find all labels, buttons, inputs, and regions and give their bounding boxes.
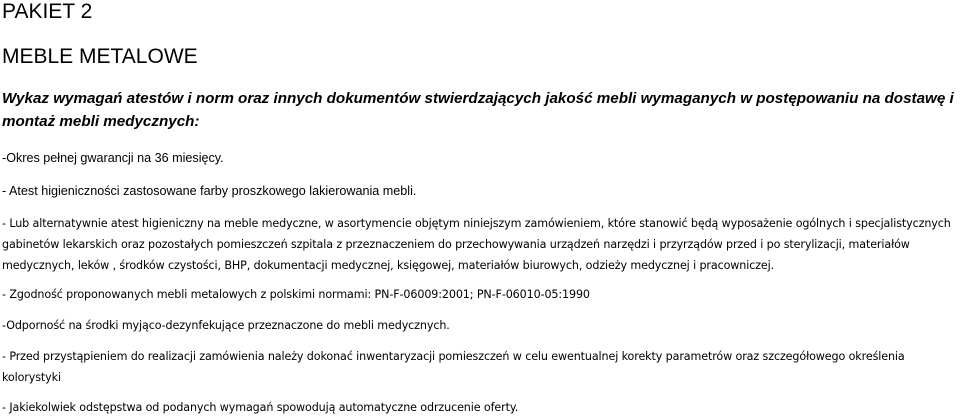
package-heading: PAKIET 2 bbox=[2, 0, 93, 23]
intro-text: Wykaz wymagań atestów i norm oraz innych dokumentów stwierdzających jakość mebli wymaganych w postępowaniu na dostawę i montaż mebli medycznych: bbox=[2, 90, 954, 130]
hygiene-paint-requirement: - Atest higieniczności zastosowane farby proszkowego lakierowania mebli. bbox=[2, 184, 417, 198]
deviations-requirement: - Jakiekolwiek odstępstwa od podanych wymagań spowodują automatyczne odrzucenie oferty. bbox=[2, 401, 519, 414]
norms-requirement: - Zgodność proponowanych mebli metalowych z polskimi normami: PN-F-06009:2001; PN-F-06010-05:1990 bbox=[2, 288, 590, 301]
disinfection-requirement: -Odporność na środki myjąco-dezynfekujące przeznaczone do mebli medycznych. bbox=[2, 319, 450, 332]
alternative-hygiene-requirement: - Lub alternatywnie atest higieniczny na meble medyczne, w asortymencie objętym niniejszym zamówieniem, które stanowić będą wyposażenie ogólnych i specjalistycznych gabinetów lekarskich oraz pozostałych pomieszczeń szpitala z przeznaczeniem do przechowywania urządzeń narzędzi i przyrządów przed i po sterylizacji, materiałów medycznych, leków , środków czystości, BHP, dokumentacji medycznej, księgowej, materiałów biurowych, odzieży medycznej i pracowniczej. bbox=[2, 217, 951, 272]
warranty-requirement: -Okres pełnej gwarancji na 36 miesięcy. bbox=[2, 151, 224, 165]
category-heading: MEBLE METALOWE bbox=[2, 45, 198, 68]
inventory-requirement: - Przed przystąpieniem do realizacji zamówienia należy dokonać inwentaryzacji pomieszczeń w celu ewentualnej korekty parametrów oraz szczegółowego określenia kolorystyki bbox=[2, 350, 905, 384]
